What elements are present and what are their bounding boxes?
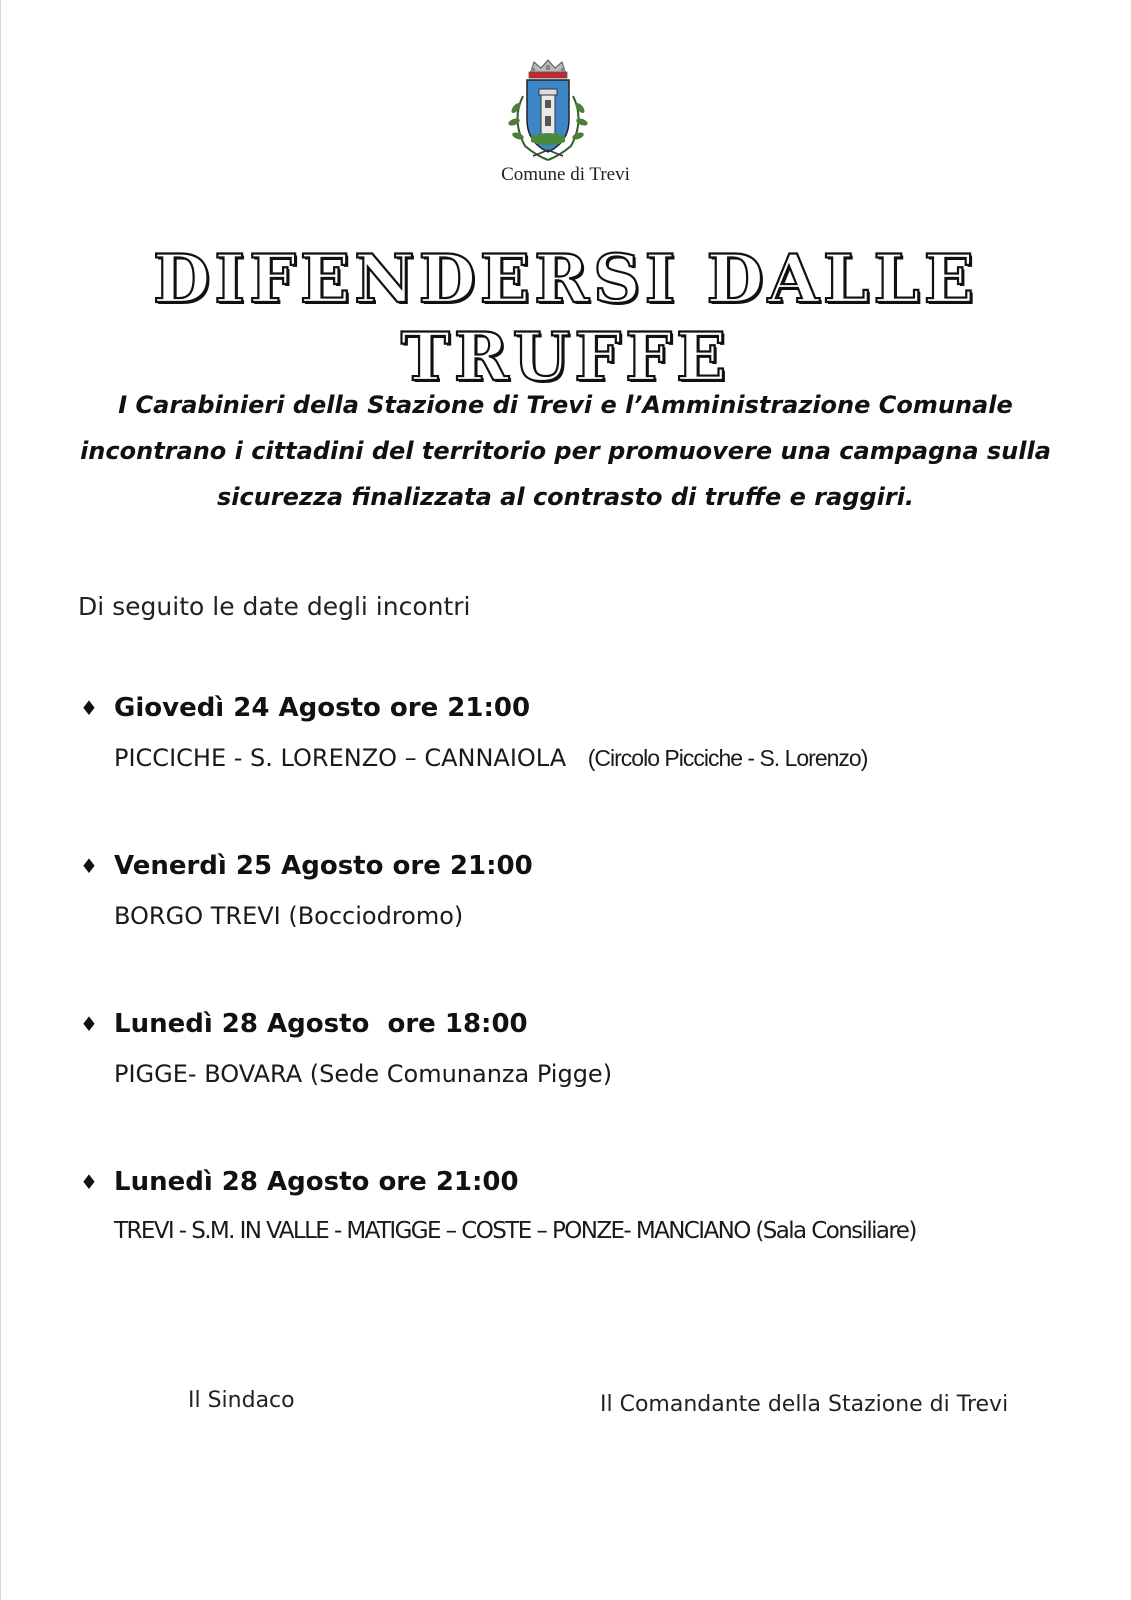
event-item: [80, 846, 1080, 930]
page-title: DIFENDERSI DALLE TRUFFE: [152, 240, 979, 396]
intro-paragraph: [60, 382, 1071, 520]
event-item: [80, 688, 1080, 772]
diamond-bullet-icon: ♦: [80, 854, 98, 878]
diamond-bullet-icon: ♦: [80, 1012, 98, 1036]
coat-of-arms-icon: [503, 56, 593, 164]
event-item: [80, 1162, 1080, 1244]
event-venue: (Circolo Picciche - S. Lorenzo): [587, 745, 868, 771]
event-place: [114, 744, 1080, 772]
municipality-name: Comune di Trevi: [501, 164, 630, 185]
event-item: [80, 1004, 1080, 1088]
event-date: Venerdì 25 Agosto ore 21:00: [114, 851, 533, 881]
event-place: PIGGE- BOVARA (Sede Comunanza Pigge): [114, 1060, 613, 1088]
signature-mayor: Il Sindaco: [188, 1388, 295, 1413]
intro-line: sicurezza finalizzata al contrasto di truffe e raggiri.: [216, 483, 915, 511]
diamond-bullet-icon: ♦: [80, 1170, 98, 1194]
event-date: Lunedì 28 Agosto ore 18:00: [114, 1009, 528, 1039]
signature-commander: Il Comandante della Stazione di Trevi: [600, 1392, 1009, 1417]
event-place: TREVI - S.M. IN VALLE - MATIGGE – COSTE – PONZE- MANCIANO (Sala Consiliare): [114, 1218, 916, 1244]
event-place-name: PICCICHE - S. LORENZO – CANNAIOLA: [114, 744, 567, 772]
dates-intro: Di seguito le date degli incontri: [78, 592, 471, 621]
intro-line: I Carabinieri della Stazione di Trevi e l’Amministrazione Comunale: [118, 391, 1013, 419]
event-date: Lunedì 28 Agosto ore 21:00: [114, 1167, 519, 1197]
event-place: BORGO TREVI (Bocciodromo): [114, 902, 464, 930]
event-date: Giovedì 24 Agosto ore 21:00: [114, 693, 531, 723]
diamond-bullet-icon: ♦: [80, 696, 98, 720]
intro-line: incontrano i cittadini del territorio per promuovere una campagna sulla: [80, 437, 1051, 465]
